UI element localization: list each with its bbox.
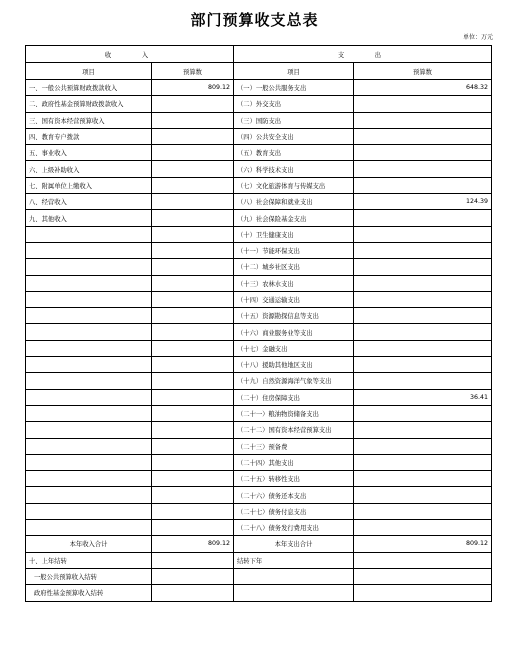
income-value-cell [152, 422, 234, 438]
table-row [26, 80, 492, 96]
expense-item-cell: （六）科学技术支出 [234, 161, 354, 177]
table-row [26, 340, 492, 356]
table-row [26, 454, 492, 470]
income-item-cell [26, 291, 152, 307]
income-item-cell [26, 226, 152, 242]
income-value-cell [152, 520, 234, 536]
income-item-cell [26, 438, 152, 454]
income-item-cell [26, 503, 152, 519]
expense-value-cell [354, 340, 492, 356]
expense-value-cell [354, 112, 492, 128]
income-value-cell [152, 357, 234, 373]
expense-value-cell [354, 422, 492, 438]
table-row [26, 373, 492, 389]
expense-value-cell [354, 373, 492, 389]
income-item-cell [26, 471, 152, 487]
income-value-cell [152, 145, 234, 161]
carry-row [26, 552, 492, 568]
table-row [26, 259, 492, 275]
income-total-value: 809.12 [152, 536, 234, 552]
total-row [26, 536, 492, 552]
income-item-cell [26, 357, 152, 373]
table-row [26, 112, 492, 128]
expense-value-cell [354, 242, 492, 258]
table-row [26, 438, 492, 454]
income-item-cell [26, 340, 152, 356]
table-row [26, 422, 492, 438]
expense-value-cell: 124.39 [354, 194, 492, 210]
table-row [26, 308, 492, 324]
income-value-cell [152, 210, 234, 226]
income-item-cell [26, 487, 152, 503]
table-row [26, 161, 492, 177]
expense-item-cell: （二十二）国有资本经营预算支出 [234, 422, 354, 438]
expense-item-cell: （一）一般公共服务支出 [234, 80, 354, 96]
carry-expense-value [354, 552, 492, 568]
income-value-cell [152, 291, 234, 307]
income-item-header: 项目 [26, 63, 152, 80]
income-item-cell [26, 373, 152, 389]
income-value-cell [152, 112, 234, 128]
expense-value-cell [354, 308, 492, 324]
carry-income-item: 十、上年结转 [26, 552, 152, 568]
income-item-cell [26, 454, 152, 470]
income-item-cell: 五、事业收入 [26, 145, 152, 161]
expense-item-cell: （三）国防支出 [234, 112, 354, 128]
carry-income-item: 一般公共预算收入结转 [26, 568, 152, 584]
income-budget-header: 预算数 [152, 63, 234, 80]
expense-total-value: 809.12 [354, 536, 492, 552]
income-item-cell [26, 422, 152, 438]
expense-item-cell: （二十八）债务发行费用支出 [234, 520, 354, 536]
expense-item-header: 项目 [234, 63, 354, 80]
expense-item-cell: （十九）自然资源海洋气象等支出 [234, 373, 354, 389]
carry-row [26, 585, 492, 601]
expense-value-cell [354, 291, 492, 307]
table-row [26, 291, 492, 307]
income-value-cell [152, 454, 234, 470]
income-value-cell [152, 275, 234, 291]
expense-item-cell: （十五）资源勘探信息等支出 [234, 308, 354, 324]
income-item-cell [26, 242, 152, 258]
expense-item-cell: （九）社会保险基金支出 [234, 210, 354, 226]
expense-budget-header: 预算数 [354, 63, 492, 80]
expense-value-cell [354, 226, 492, 242]
income-item-cell: 二、政府性基金预算财政拨款收入 [26, 96, 152, 112]
income-value-cell [152, 405, 234, 421]
income-item-cell [26, 324, 152, 340]
income-value-cell [152, 177, 234, 193]
expense-value-cell [354, 405, 492, 421]
table-row [26, 226, 492, 242]
table-row [26, 145, 492, 161]
expense-item-cell: （七）文化旅游体育与传媒支出 [234, 177, 354, 193]
table-row [26, 177, 492, 193]
table-row [26, 324, 492, 340]
carry-row [26, 568, 492, 584]
carry-expense-item: 结转下年 [234, 552, 354, 568]
unit-label: 单位：万元 [462, 34, 493, 41]
expense-item-cell: （十一）节能环保支出 [234, 242, 354, 258]
expense-value-cell [354, 161, 492, 177]
expense-item-cell: （二十四）其他支出 [234, 454, 354, 470]
income-value-cell: 809.12 [152, 80, 234, 96]
table-row [26, 487, 492, 503]
expense-value-cell [354, 210, 492, 226]
income-value-cell [152, 194, 234, 210]
income-value-cell [152, 487, 234, 503]
income-item-cell: 三、国有资本经营预算收入 [26, 112, 152, 128]
income-value-cell [152, 389, 234, 405]
expense-value-cell [354, 177, 492, 193]
income-value-cell [152, 373, 234, 389]
expense-value-cell [354, 259, 492, 275]
expense-value-cell [354, 438, 492, 454]
income-item-cell: 一、一般公共预算财政拨款收入 [26, 80, 152, 96]
income-item-cell [26, 520, 152, 536]
expense-value-cell [354, 520, 492, 536]
expense-item-cell: （二十三）预备费 [234, 438, 354, 454]
income-value-cell [152, 438, 234, 454]
carry-expense-value [354, 568, 492, 584]
expense-item-cell: （十二）城乡社区支出 [234, 259, 354, 275]
page-title: 部门预算收支总表 [190, 11, 319, 29]
carry-expense-item [234, 585, 354, 601]
income-value-cell [152, 471, 234, 487]
income-value-cell [152, 503, 234, 519]
income-item-cell [26, 308, 152, 324]
income-value-cell [152, 128, 234, 144]
table-row [26, 210, 492, 226]
expense-value-cell [354, 128, 492, 144]
expense-item-cell: （二十五）转移性支出 [234, 471, 354, 487]
expense-item-cell: （四）公共安全支出 [234, 128, 354, 144]
carry-income-item: 政府性基金预算收入结转 [26, 585, 152, 601]
expense-value-cell [354, 145, 492, 161]
expense-item-cell: （十七）金融支出 [234, 340, 354, 356]
expense-item-cell: （十八）援助其他地区支出 [234, 357, 354, 373]
expense-header: 支 出 [234, 46, 492, 63]
table-row [26, 96, 492, 112]
income-value-cell [152, 96, 234, 112]
income-item-cell: 九、其他收入 [26, 210, 152, 226]
expense-value-cell [354, 275, 492, 291]
expense-item-cell: （二十六）债务还本支出 [234, 487, 354, 503]
income-item-cell: 四、教育专户拨款 [26, 128, 152, 144]
income-item-cell [26, 405, 152, 421]
expense-item-cell: （二）外交支出 [234, 96, 354, 112]
expense-value-cell [354, 454, 492, 470]
table-row [26, 242, 492, 258]
income-value-cell [152, 308, 234, 324]
expense-item-cell: （二十一）粮油物资储备支出 [234, 405, 354, 421]
carry-income-value [152, 585, 234, 601]
expense-item-cell: （八）社会保障和就业支出 [234, 194, 354, 210]
expense-item-cell: （十四）交通运输支出 [234, 291, 354, 307]
expense-item-cell: （二十七）债务付息支出 [234, 503, 354, 519]
income-item-cell [26, 389, 152, 405]
income-value-cell [152, 242, 234, 258]
income-item-cell: 八、经营收入 [26, 194, 152, 210]
income-item-cell: 七、附属单位上缴收入 [26, 177, 152, 193]
table-row [26, 194, 492, 210]
expense-value-cell [354, 357, 492, 373]
carry-expense-value [354, 585, 492, 601]
expense-value-cell: 36.41 [354, 389, 492, 405]
expense-item-cell: （十三）农林水支出 [234, 275, 354, 291]
expense-item-cell: （五）教育支出 [234, 145, 354, 161]
expense-total-label: 本年支出合计 [234, 536, 354, 552]
expense-value-cell [354, 471, 492, 487]
table-row [26, 389, 492, 405]
income-item-cell [26, 259, 152, 275]
income-value-cell [152, 161, 234, 177]
table-row [26, 405, 492, 421]
carry-income-value [152, 568, 234, 584]
income-item-cell [26, 275, 152, 291]
table-row [26, 503, 492, 519]
budget-table [25, 45, 492, 602]
income-value-cell [152, 259, 234, 275]
income-total-label: 本年收入合计 [26, 536, 152, 552]
table-row [26, 275, 492, 291]
section-header-row [26, 46, 492, 63]
table-row [26, 357, 492, 373]
table-row [26, 471, 492, 487]
expense-value-cell [354, 503, 492, 519]
income-value-cell [152, 340, 234, 356]
table-row [26, 520, 492, 536]
expense-item-cell: （十六）商业服务业等支出 [234, 324, 354, 340]
expense-value-cell [354, 96, 492, 112]
carry-expense-item [234, 568, 354, 584]
income-value-cell [152, 226, 234, 242]
expense-item-cell: （二十）住房保障支出 [234, 389, 354, 405]
column-header-row [26, 63, 492, 80]
table-row [26, 128, 492, 144]
income-value-cell [152, 324, 234, 340]
expense-value-cell: 648.32 [354, 80, 492, 96]
income-item-cell: 六、上级补助收入 [26, 161, 152, 177]
income-header: 收 入 [26, 46, 234, 63]
expense-item-cell: （十）卫生健康支出 [234, 226, 354, 242]
expense-value-cell [354, 487, 492, 503]
carry-income-value [152, 552, 234, 568]
expense-value-cell [354, 324, 492, 340]
